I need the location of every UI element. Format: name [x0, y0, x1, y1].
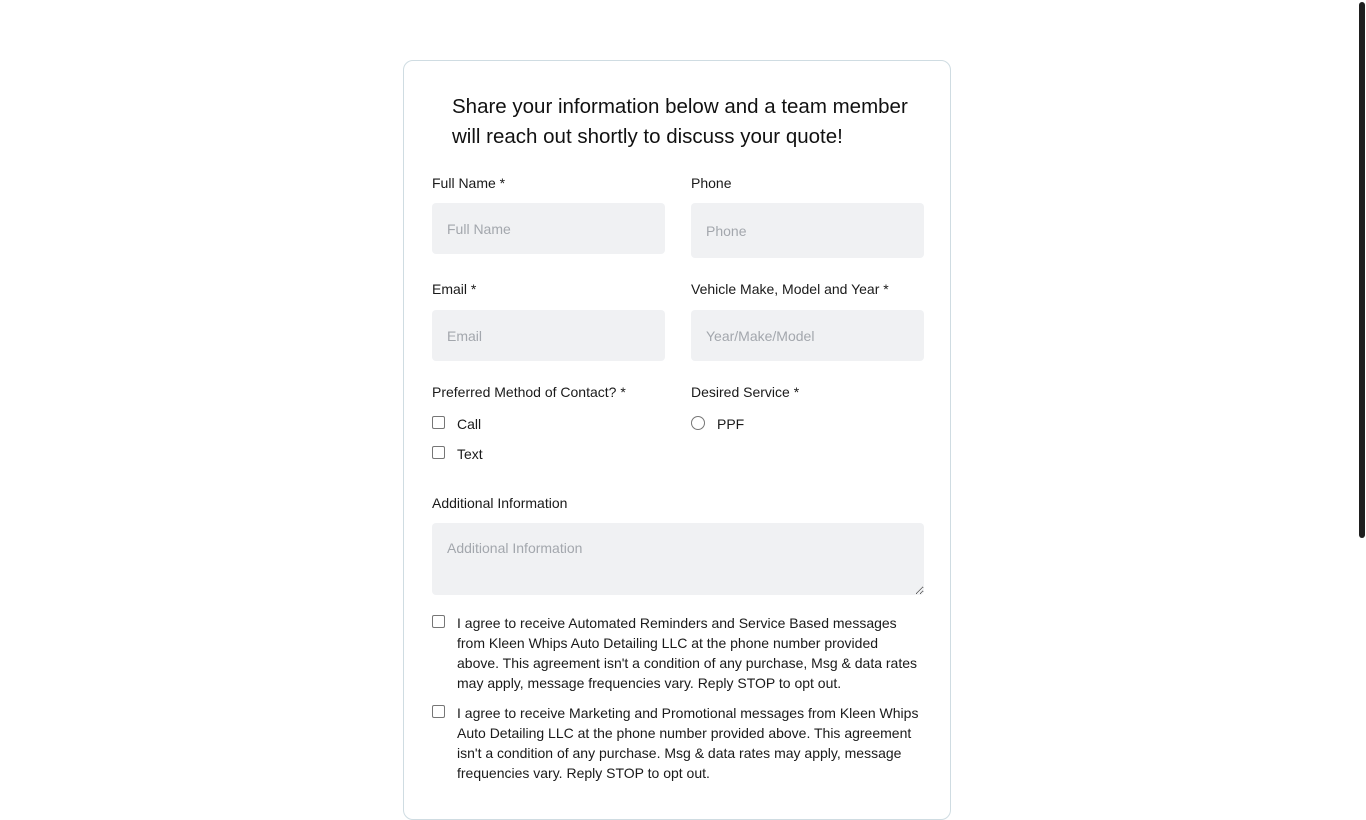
ppf-radio[interactable]	[691, 416, 705, 430]
scrollbar-thumb[interactable]	[1359, 2, 1365, 538]
consent-reminders-text: I agree to receive Automated Reminders and Service Based messages from Kleen Whips Auto Detailing LLC at the phone number provided above. This agreement isn't a condition of any purchase, Msg & data rates may apply, message frequencies vary. Reply STOP to opt out.	[457, 615, 918, 691]
contact-option-call[interactable]	[432, 414, 481, 434]
consent-marketing-checkbox[interactable]	[432, 705, 445, 718]
phone-label: Phone	[691, 175, 732, 191]
form-heading: Share your information below and a team member will reach out shortly to discuss your quote!	[452, 95, 908, 148]
additional-info-label: Additional Information	[432, 495, 568, 511]
consent-reminders-checkbox[interactable]	[432, 615, 445, 628]
consent-marketing-text: I agree to receive Marketing and Promotional messages from Kleen Whips Auto Detailing LLC at the phone number provided above. This agreement isn't a condition of any purchase. Msg & data rates may apply, message frequencies vary. Reply STOP to opt out.	[457, 705, 919, 781]
quote-form-card	[403, 60, 951, 820]
contact-option-text[interactable]	[432, 444, 483, 464]
ppf-option-label: PPF	[717, 416, 745, 432]
vehicle-label: Vehicle Make, Model and Year *	[691, 281, 889, 297]
text-option-label: Text	[457, 446, 483, 462]
call-option-label: Call	[457, 416, 482, 432]
consent-reminders[interactable]	[432, 613, 923, 693]
desired-service-label: Desired Service *	[691, 384, 800, 400]
full-name-input[interactable]	[432, 203, 665, 254]
service-option-ppf[interactable]	[691, 414, 744, 434]
contact-method-label: Preferred Method of Contact? *	[432, 384, 626, 400]
scrollbar[interactable]	[1356, 0, 1366, 768]
phone-input[interactable]	[691, 203, 924, 258]
vehicle-input[interactable]	[691, 310, 924, 361]
call-checkbox[interactable]	[432, 416, 445, 429]
text-checkbox[interactable]	[432, 446, 445, 459]
consent-marketing[interactable]	[432, 703, 923, 783]
email-label: Email *	[432, 281, 477, 297]
email-input[interactable]	[432, 310, 665, 361]
full-name-label: Full Name *	[432, 175, 506, 191]
additional-info-textarea[interactable]	[432, 523, 924, 595]
